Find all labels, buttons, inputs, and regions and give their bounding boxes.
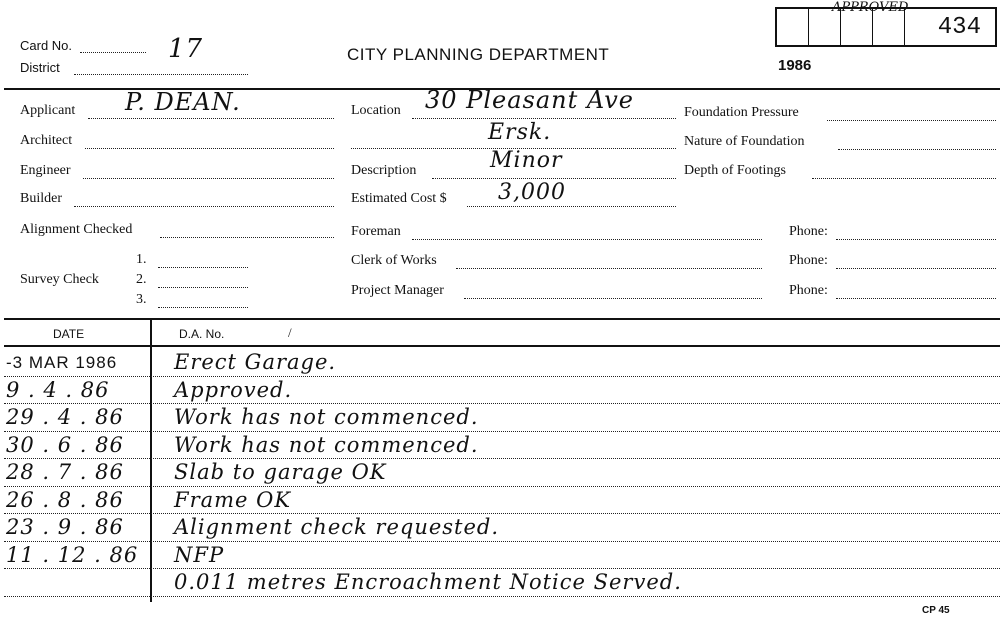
log-entry: Approved.: [174, 377, 293, 402]
district-label: District: [20, 60, 60, 75]
applicant-value: P. DEAN.: [125, 88, 241, 116]
location-label: Location: [351, 103, 401, 118]
year: 1986: [778, 57, 812, 74]
log-entry: Work has not commenced.: [174, 405, 479, 429]
log-date: 9 . 4 . 86: [6, 377, 110, 402]
log-top-divider: [4, 318, 1000, 320]
card-no-value: 17: [168, 34, 204, 64]
log-column-divider: [150, 318, 152, 602]
cost-value: 3,000: [498, 180, 566, 205]
builder-label: Builder: [20, 191, 62, 206]
approved-stamp: APPROVED: [832, 0, 909, 15]
log-date: 23 . 9 . 86: [6, 515, 124, 539]
pm-phone-label: Phone:: [789, 283, 828, 298]
number-box: [777, 9, 809, 45]
da-no-header: D.A. No.: [179, 327, 225, 341]
log-row-line: [4, 431, 1000, 432]
description-value: Minor: [490, 148, 563, 173]
log-row-line: [4, 513, 1000, 514]
nature-foundation-label: Nature of Foundation: [684, 134, 805, 149]
log-entry: NFP: [174, 542, 225, 567]
log-entry: Erect Garage.: [174, 350, 337, 374]
log-date: 26 . 8 . 86: [6, 487, 124, 512]
log-row-line: [4, 596, 1000, 597]
log-row-line: [4, 486, 1000, 487]
number-box: [809, 9, 841, 45]
log-entry: Frame OK: [174, 487, 292, 512]
log-date: -3 MAR 1986: [6, 353, 118, 372]
form-code: CP 45: [922, 605, 950, 616]
survey-item-1: 1.: [136, 252, 147, 267]
card-no-label: Card No.: [20, 38, 73, 53]
clerk-phone-label: Phone:: [789, 253, 828, 268]
cost-label: Estimated Cost $: [351, 191, 447, 206]
log-date: 11 . 12 . 86: [6, 542, 139, 567]
survey-label: Survey Check: [20, 272, 99, 287]
card-number-boxes: [775, 7, 997, 47]
log-entry: Work has not commenced.: [174, 432, 479, 457]
engineer-label: Engineer: [20, 163, 71, 178]
description-label: Description: [351, 163, 417, 178]
applicant-label: Applicant: [20, 103, 76, 118]
log-row-line: [4, 568, 1000, 569]
survey-item-2: 2.: [136, 272, 147, 287]
pm-label: Project Manager: [351, 283, 444, 298]
depth-footings-label: Depth of Footings: [684, 163, 786, 178]
number-box: [841, 9, 873, 45]
survey-item-3: 3.: [136, 292, 147, 307]
log-row-line: [4, 376, 1000, 377]
log-entry: 0.011 metres Encroachment Notice Served.: [174, 570, 682, 594]
log-row-line: [4, 541, 1000, 542]
log-header-divider: [4, 345, 1000, 347]
log-entry: Alignment check requested.: [174, 515, 500, 539]
log-date: 29 . 4 . 86: [6, 405, 124, 429]
alignment-label: Alignment Checked: [20, 222, 133, 237]
architect-label: Architect: [20, 133, 73, 148]
log-date: 28 . 7 . 86: [6, 460, 124, 484]
da-no-value: /: [288, 325, 292, 340]
foreman-label: Foreman: [351, 224, 401, 239]
card-number: 434: [937, 13, 981, 41]
clerk-label: Clerk of Works: [351, 253, 437, 268]
page-title: CITY PLANNING DEPARTMENT: [347, 45, 610, 64]
number-box: [873, 9, 905, 45]
log-row-line: [4, 458, 1000, 459]
location-value-line2: Ersk.: [488, 120, 552, 145]
log-date: 30 . 6 . 86: [6, 432, 124, 457]
foreman-phone-label: Phone:: [789, 224, 828, 239]
location-value-line1: 30 Pleasant Ave: [425, 86, 634, 114]
date-header: DATE: [53, 327, 85, 341]
foundation-pressure-label: Foundation Pressure: [684, 105, 799, 120]
log-row-line: [4, 403, 1000, 404]
log-entry: Slab to garage OK: [174, 460, 387, 484]
